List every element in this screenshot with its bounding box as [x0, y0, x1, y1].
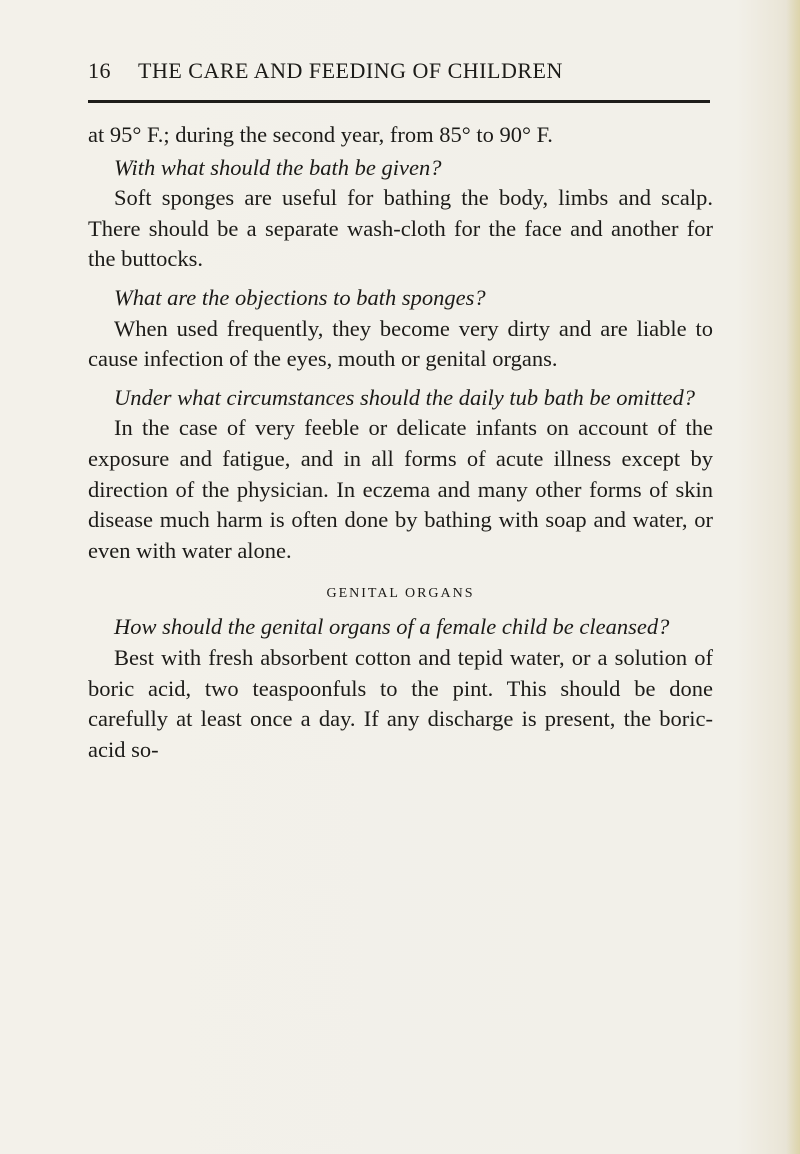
section-heading: GENITAL ORGANS — [326, 586, 475, 602]
answer-bath-sponges: When used frequently, they become very dirty and are liable to cause infection of the eyes, mouth or genital organs. — [88, 315, 713, 372]
answer-genital-cleansing: Best with fresh absorbent cotton and tepid water, or a solution of boric acid, two teaspoonfuls to the pint. This should be done carefully at least once a day. If any discharge is present, the boric-acid so- — [88, 644, 713, 762]
header-rule — [88, 100, 710, 103]
page-header — [88, 58, 712, 86]
answer-bath-given: Soft sponges are useful for bathing the body, limbs and scalp. There should be a separate wash-cloth for the face and another for the buttocks. — [88, 185, 713, 272]
question-genital-cleansing: How should the genital organs of a female child be cleansed? — [114, 614, 670, 640]
running-title: THE CARE AND FEEDING OF CHILDREN — [138, 58, 563, 83]
spacer — [88, 275, 713, 281]
answer-bath-omitted: In the case of very feeble or delicate infants on account of the exposure and fatigue, and in all forms of acute illness except by direction of the physician. In eczema and many other forms of skin disease much harm is often done by bathing with soap and water, or even with water alone. — [88, 415, 713, 563]
question-bath-sponges: What are the objections to bath sponges? — [114, 284, 486, 310]
continued-paragraph: at 95° F.; during the second year, from 85° to 90° F. — [88, 122, 553, 147]
spacer — [88, 375, 713, 381]
page-body — [88, 120, 713, 765]
question-bath-omitted: Under what circumstances should the daily tub bath be omitted? — [114, 384, 695, 410]
page-edge-shadow — [786, 0, 800, 1154]
question-bath-given: With what should the bath be given? — [114, 154, 442, 180]
page-number: 16 — [88, 58, 111, 83]
